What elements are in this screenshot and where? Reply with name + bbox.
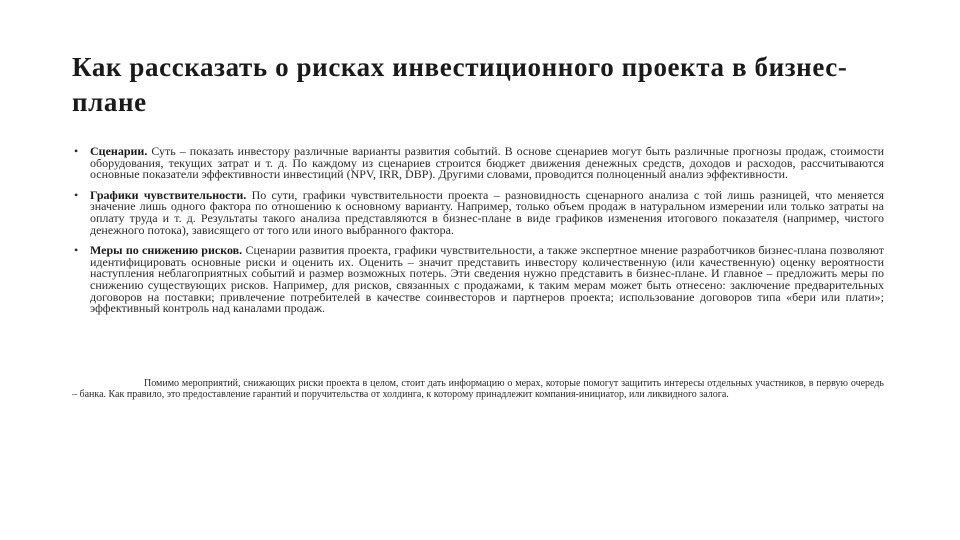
bullet-heading: Графики чувствительности. [90,187,247,202]
bullet-list [72,146,884,324]
bullet-text: Сценарии развития проекта, графики чувствительности, а также экспертное мнение разработчиков бизнес-плана позволяют идентифицировать основные риски и оценить их. Оценить – значит представить инвестору количественную (или качественную) оценку вероятности наступления неблагоприятных событий и размер возможных потерь. Эти сведения нужно представить в бизнес-плане. И главное – предложить меры по снижению существующих рисков. Например, для рисков, связанных с продажами, к таким мерам может быть отнесено: заключение предварительных договоров на поставки; привлечение потребителей в качестве соинвесторов и партнеров проекта; использование договоров типа «бери или плати»; эффективный контроль над каналами продаж. [90,243,884,316]
bullet-dot-icon: • [74,243,79,258]
bullet-text: По сути, графики чувствительности проекта – разновидность сценарного анализа с той лишь разницей, что меняется значение лишь одного фактора по отношению к основному варианту. Например, только объем продаж в натуральном измерении или только затраты на оплату труда и т. д. Результаты такого анализа представляются в бизнес-плане в виде графиков изменения итогового показателя (например, чистого денежного потока), зависящего от того или иного выбранного фактора. [90,187,884,237]
bullet-text: Суть – показать инвестору различные варианты развития событий. В основе сценариев могут быть различные прогнозы продаж, стоимости оборудования, текущих затрат и т. д. По каждому из сценариев строится бюджет движения денежных средств, доходов и расходов, рассчитываются основные показатели эффективности инвестиций (NPV, IRR, DBP). Другими словами, проводится полноценный анализ эффективности. [90,144,884,182]
footer-note: Помимо мероприятий, снижающих риски проекта в целом, стоит дать информацию о мерах, которые помогут защитить интересы отдельных участников, в первую очередь – банка. Как правило, это предоставление гарантий и поручительства от холдинга, к которому принадлежит компания-инициатор, или ликвидного залога. [72,378,884,400]
bullet-dot-icon: • [74,187,79,202]
bullet-heading: Сценарии. [90,144,148,158]
slide-title: Как рассказать о рисках инвестиционного проекта в бизнес-плане [72,52,848,117]
bullet-item-risk-reduction [72,245,884,315]
bullet-item-sensitivity-charts [72,187,884,237]
bullet-item-scenarios [72,146,884,181]
bullet-dot-icon: • [74,144,79,158]
bullet-heading: Меры по снижению рисков. [90,243,243,258]
